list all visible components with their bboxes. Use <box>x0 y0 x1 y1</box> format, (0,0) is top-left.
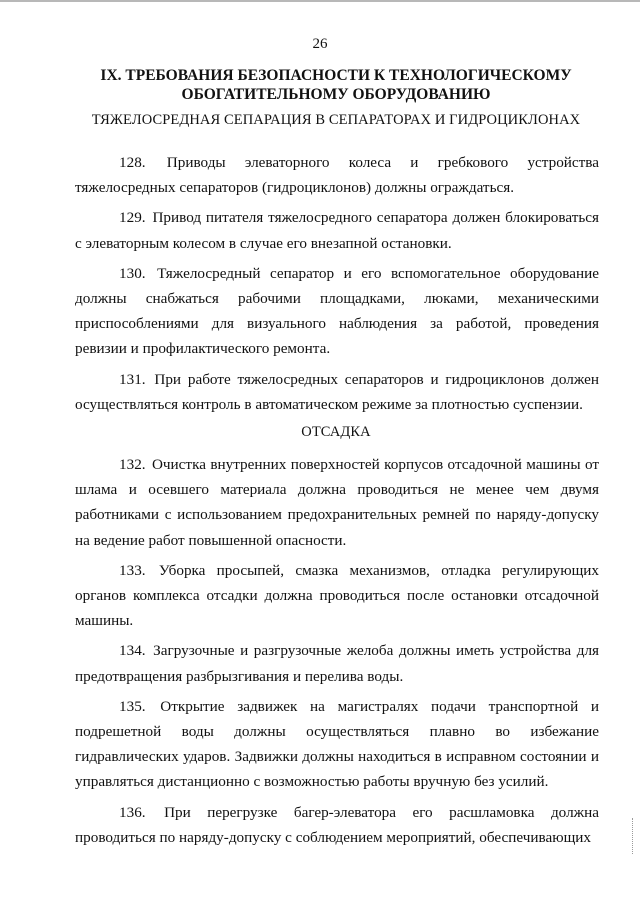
paragraph-text: При перегрузке багер-элеватора его расшламовка должна проводиться по наряду-допуску с соблюдением мероприятий, обеспечивающих <box>75 803 600 846</box>
paragraph-number: 128. <box>119 154 146 171</box>
paragraph-134 <box>75 638 599 688</box>
paragraph-136 <box>75 800 599 850</box>
paragraph-text: Очистка внутренних поверхностей корпусов отсадочной машины от шлама и осевшего материала должна проводиться не менее чем двумя работниками с использованием предохранительных ремней по наряду-допуску на ведение работ повышенной опасности. <box>75 456 600 549</box>
paragraph-number: 133. <box>119 561 146 579</box>
paragraph-135 <box>75 694 599 795</box>
paragraph-128 <box>75 150 599 200</box>
paragraph-number: 136. <box>119 803 146 821</box>
paragraph-number: 130. <box>119 264 146 282</box>
paragraph-text: Тяжелосредный сепаратор и его вспомогательное оборудование должны снабжаться рабочими площадками, люками, механическими приспособлениями для визуального наблюдения за работой, проведения ревизии и профилактического ремонта. <box>75 264 599 358</box>
paragraph-text: Приводы элеваторного колеса и гребкового устройства тяжелосредных сепараторов (гидроциклонов) должны ограждаться. <box>75 154 600 197</box>
paragraph-131 <box>75 367 599 417</box>
section-body-dense-medium-separation <box>75 150 599 422</box>
paragraph-text: При работе тяжелосредных сепараторов и гидроциклонов должен осуществляться контроль в автоматическом режиме за плотностью суспензии. <box>75 370 600 413</box>
section-body-jigging <box>75 452 599 855</box>
paragraph-text: Загрузочные и разгрузочные желоба должны иметь устройства для предотвращения разбрызгивания и перелива воды. <box>75 642 600 685</box>
paragraph-number: 129. <box>119 209 146 227</box>
paragraph-133 <box>75 558 599 634</box>
page-number: 26 <box>312 36 328 52</box>
paragraph-130 <box>75 261 599 362</box>
paragraph-text: Привод питателя тяжелосредного сепаратора должен блокироваться с элеваторным колесом в случае его внезапной остановки. <box>75 209 600 252</box>
paragraph-text: Уборка просыпей, смазка механизмов, отладка регулирующих органов комплекса отсадки должна проводиться после остановки отсадочной машины. <box>75 561 599 630</box>
paragraph-number: 131. <box>119 370 146 388</box>
section-heading-dense-medium-separation: ТЯЖЕЛОСРЕДНАЯ СЕПАРАЦИЯ В СЕПАРАТОРАХ И ГИДРОЦИКЛОНАХ <box>91 112 581 128</box>
paragraph-text: Открытие задвижек на магистралях подачи транспортной и подрешетной воды должны осуществляться плавно во избежание гидравлических ударов. Задвижки должны находиться в исправном состоянии и управляться дистанционно с возможностью работы вручную без усилий. <box>75 697 600 791</box>
scan-margin-mark <box>632 818 636 854</box>
paragraph-129 <box>75 205 599 255</box>
section-heading-jigging: ОТСАДКА <box>301 424 371 440</box>
paragraph-number: 132. <box>119 456 146 473</box>
paragraph-number: 135. <box>119 697 146 715</box>
paragraph-132 <box>75 452 599 553</box>
chapter-title: IX. ТРЕБОВАНИЯ БЕЗОПАСНОСТИ К ТЕХНОЛОГИЧЕСКОМУ ОБОГАТИТЕЛЬНОМУ ОБОРУДОВАНИЮ <box>100 67 572 103</box>
page-top-edge <box>0 0 640 2</box>
paragraph-number: 134. <box>119 642 146 660</box>
